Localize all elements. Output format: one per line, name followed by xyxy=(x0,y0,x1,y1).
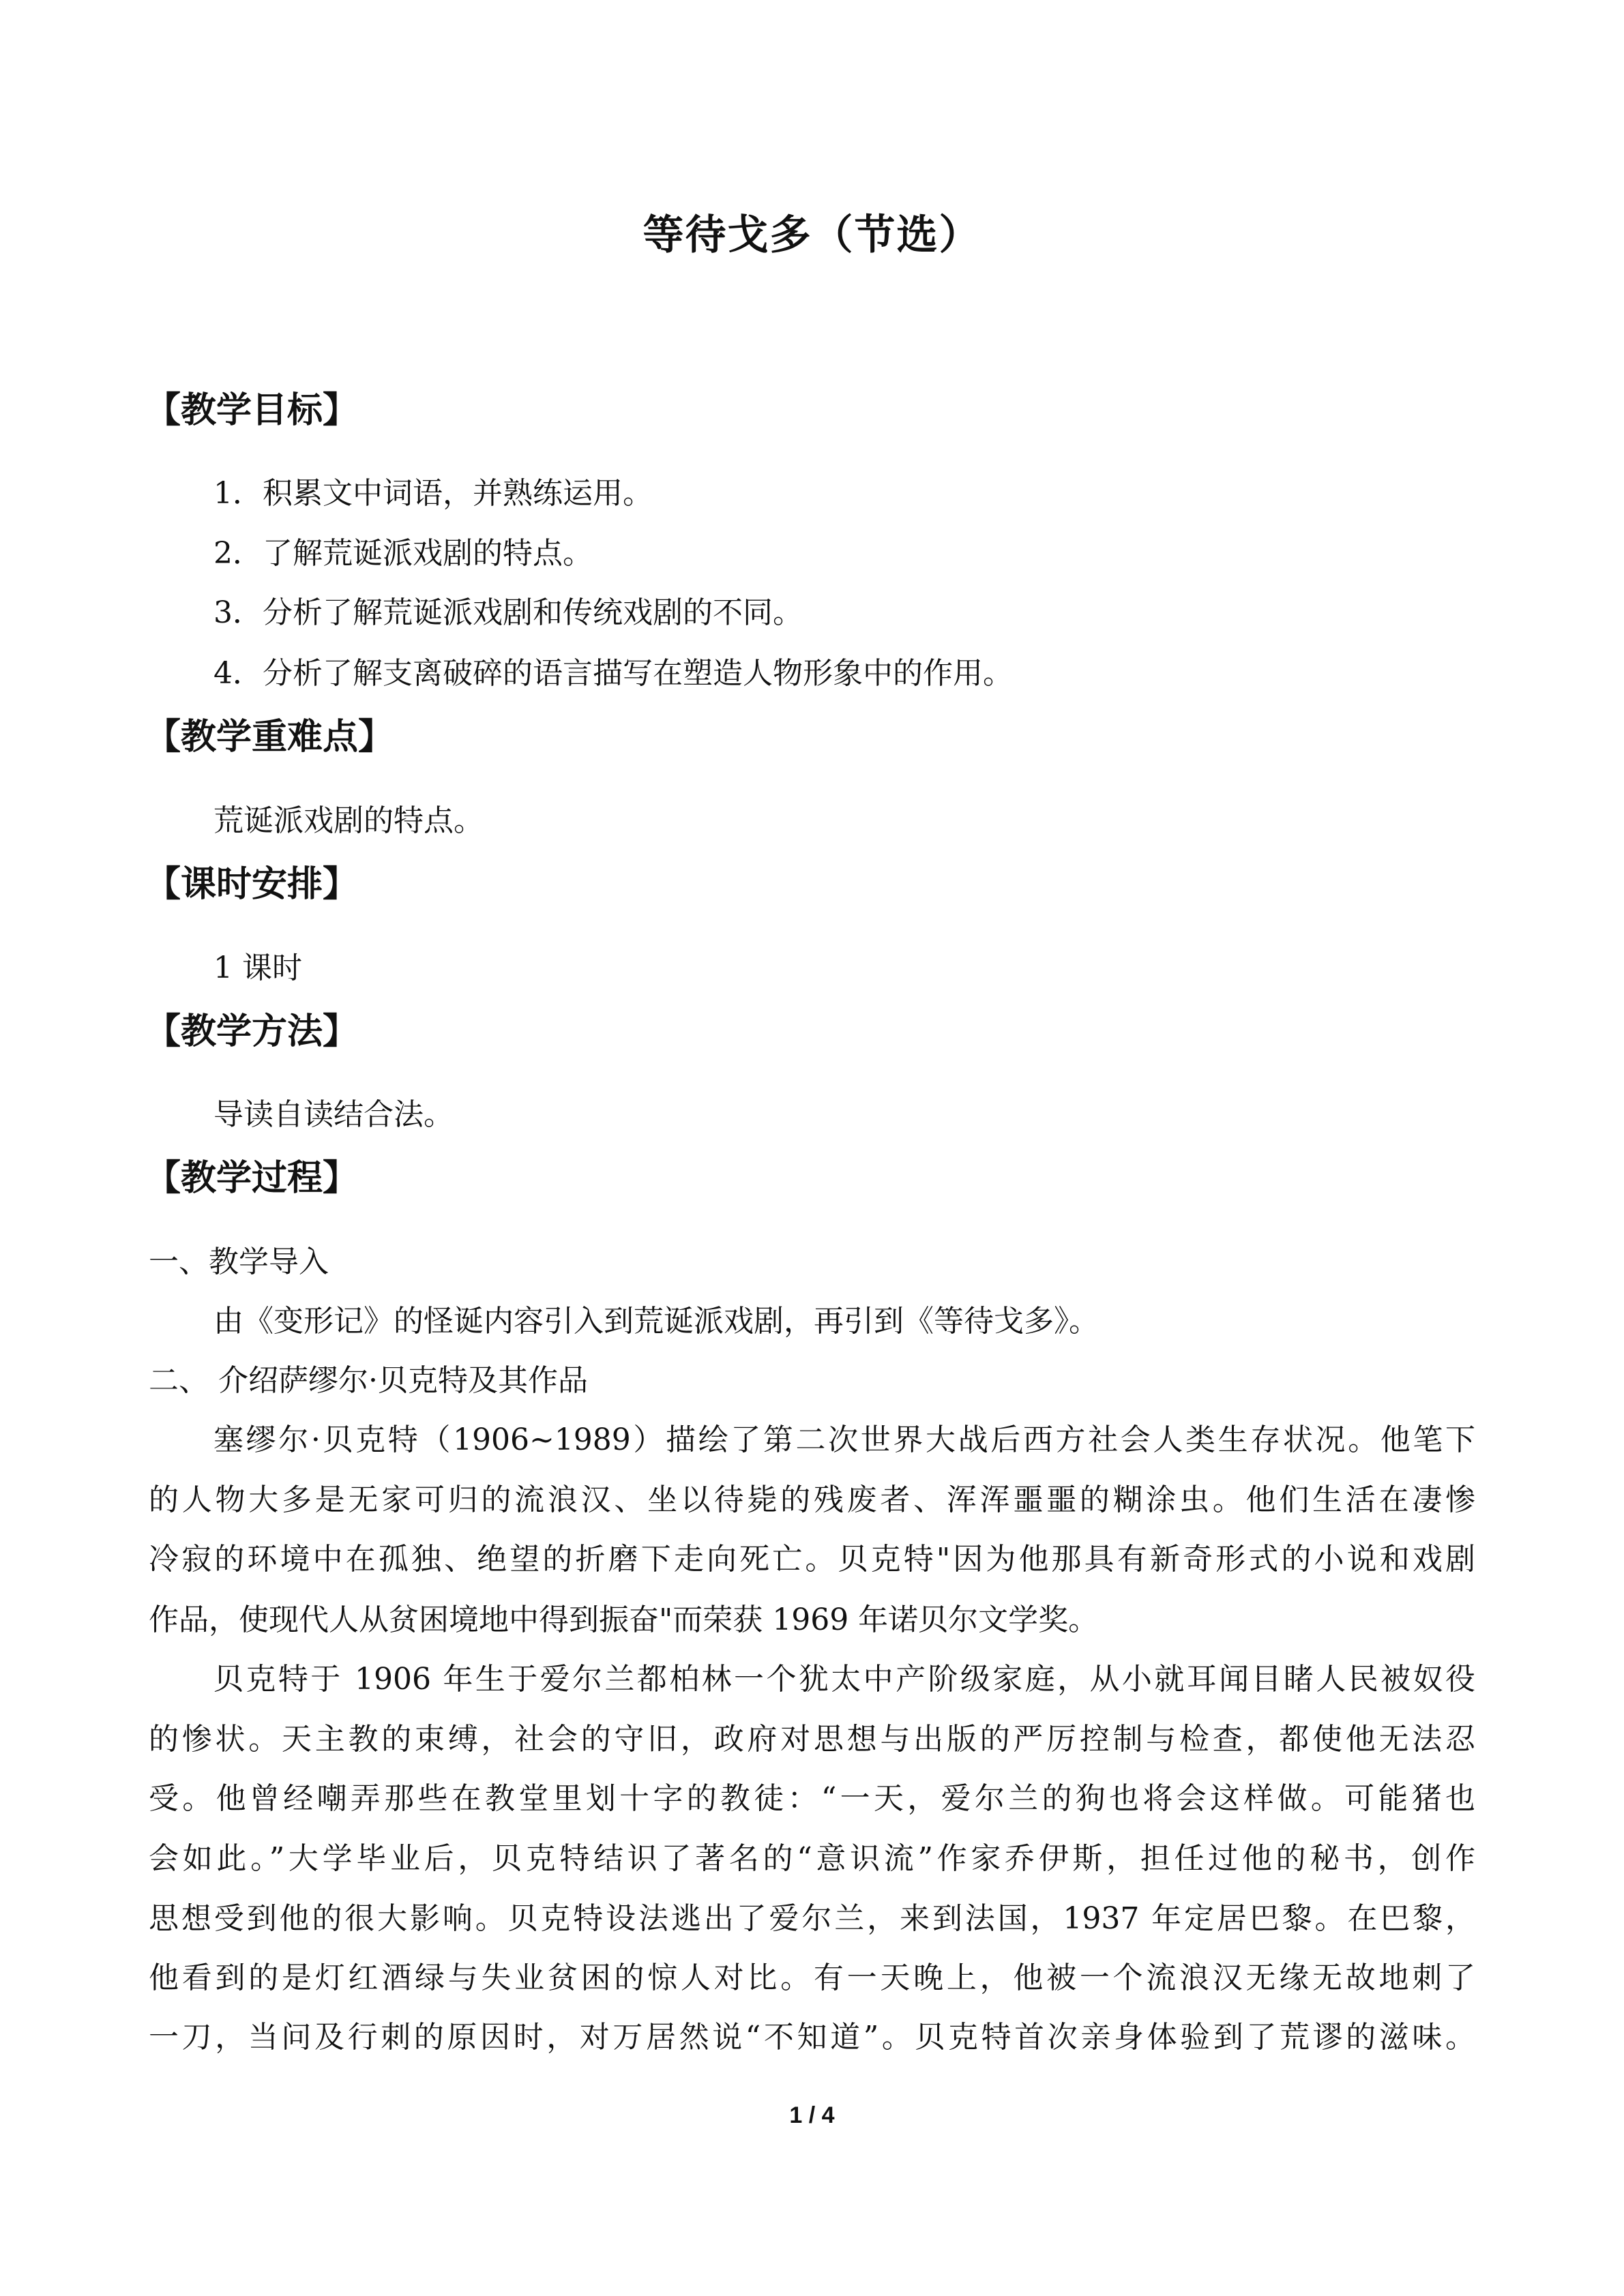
goal-item: 2．了解荒诞派戏剧的特点。 xyxy=(213,536,593,571)
paragraph-line: 受。他曾经嘲弄那些在教堂里划十字的教徒：“一天，爱尔兰的狗也将会这样做。可能猪也 xyxy=(149,1781,1475,1816)
paragraph-line: 冷寂的环境中在孤独、绝望的折磨下走向死亡。贝克特"因为他那具有新奇形式的小说和戏剧 xyxy=(149,1542,1475,1577)
paragraph-line: 一刀，当问及行刺的原因时，对万居然说“不知道”。贝克特首次亲身体验到了荒谬的滋味。 xyxy=(149,2020,1475,2055)
method-heading: 【教学方法】 xyxy=(145,1011,359,1052)
key-points-text: 荒诞派戏剧的特点。 xyxy=(213,803,484,838)
page-number: 1 / 4 xyxy=(789,2102,835,2128)
key-points-heading: 【教学重难点】 xyxy=(145,717,394,758)
process-heading: 【教学过程】 xyxy=(145,1158,359,1199)
process-part1-title: 一、教学导入 xyxy=(149,1244,329,1279)
page-title: 等待戈多（节选） xyxy=(643,211,981,259)
process-part1-text: 由《变形记》的怪诞内容引入到荒诞派戏剧，再引到《等待戈多》。 xyxy=(213,1304,1099,1339)
paragraph-line: 的人物大多是无家可归的流浪汉、坐以待毙的残废者、浑浑噩噩的糊涂虫。他们生活在凄惨 xyxy=(149,1482,1475,1517)
paragraph-line: 会如此。”大学毕业后，贝克特结识了著名的“意识流”作家乔伊斯，担任过他的秘书，创作 xyxy=(149,1841,1475,1876)
schedule-heading: 【课时安排】 xyxy=(145,864,359,905)
paragraph-line: 的惨状。天主教的束缚，社会的守旧，政府对思想与出版的严厉控制与检查，都使他无法忍 xyxy=(149,1722,1475,1757)
goal-item: 1．积累文中词语，并熟练运用。 xyxy=(213,476,653,511)
paragraph-line: 思想受到他的很大影响。贝克特设法逃出了爱尔兰，来到法国，1937 年定居巴黎。在巴黎， xyxy=(149,1901,1475,1936)
method-text: 导读自读结合法。 xyxy=(213,1097,454,1132)
paragraph-line: 贝克特于 1906 年生于爱尔兰都柏林一个犹太中产阶级家庭，从小就耳闻目睹人民被奴役 xyxy=(213,1662,1475,1697)
schedule-text: 1 课时 xyxy=(213,951,302,985)
paragraph-line: 塞缪尔·贝克特（1906~1989）描绘了第二次世界大战后西方社会人类生存状况。他笔下 xyxy=(213,1422,1475,1457)
goal-item: 4．分析了解支离破碎的语言描写在塑造人物形象中的作用。 xyxy=(213,656,1013,691)
paragraph-line: 他看到的是灯红酒绿与失业贫困的惊人对比。有一天晚上，他被一个流浪汉无缘无故地刺了 xyxy=(149,1960,1475,1995)
paragraph-line: 作品，使现代人从贫困境地中得到振奋"而荣获 1969 年诺贝尔文学奖。 xyxy=(149,1602,1099,1637)
goal-item: 3．分析了解荒诞派戏剧和传统戏剧的不同。 xyxy=(213,595,803,630)
goals-heading: 【教学目标】 xyxy=(145,390,359,431)
process-part2-title: 二、 介绍萨缪尔·贝克特及其作品 xyxy=(149,1363,588,1398)
